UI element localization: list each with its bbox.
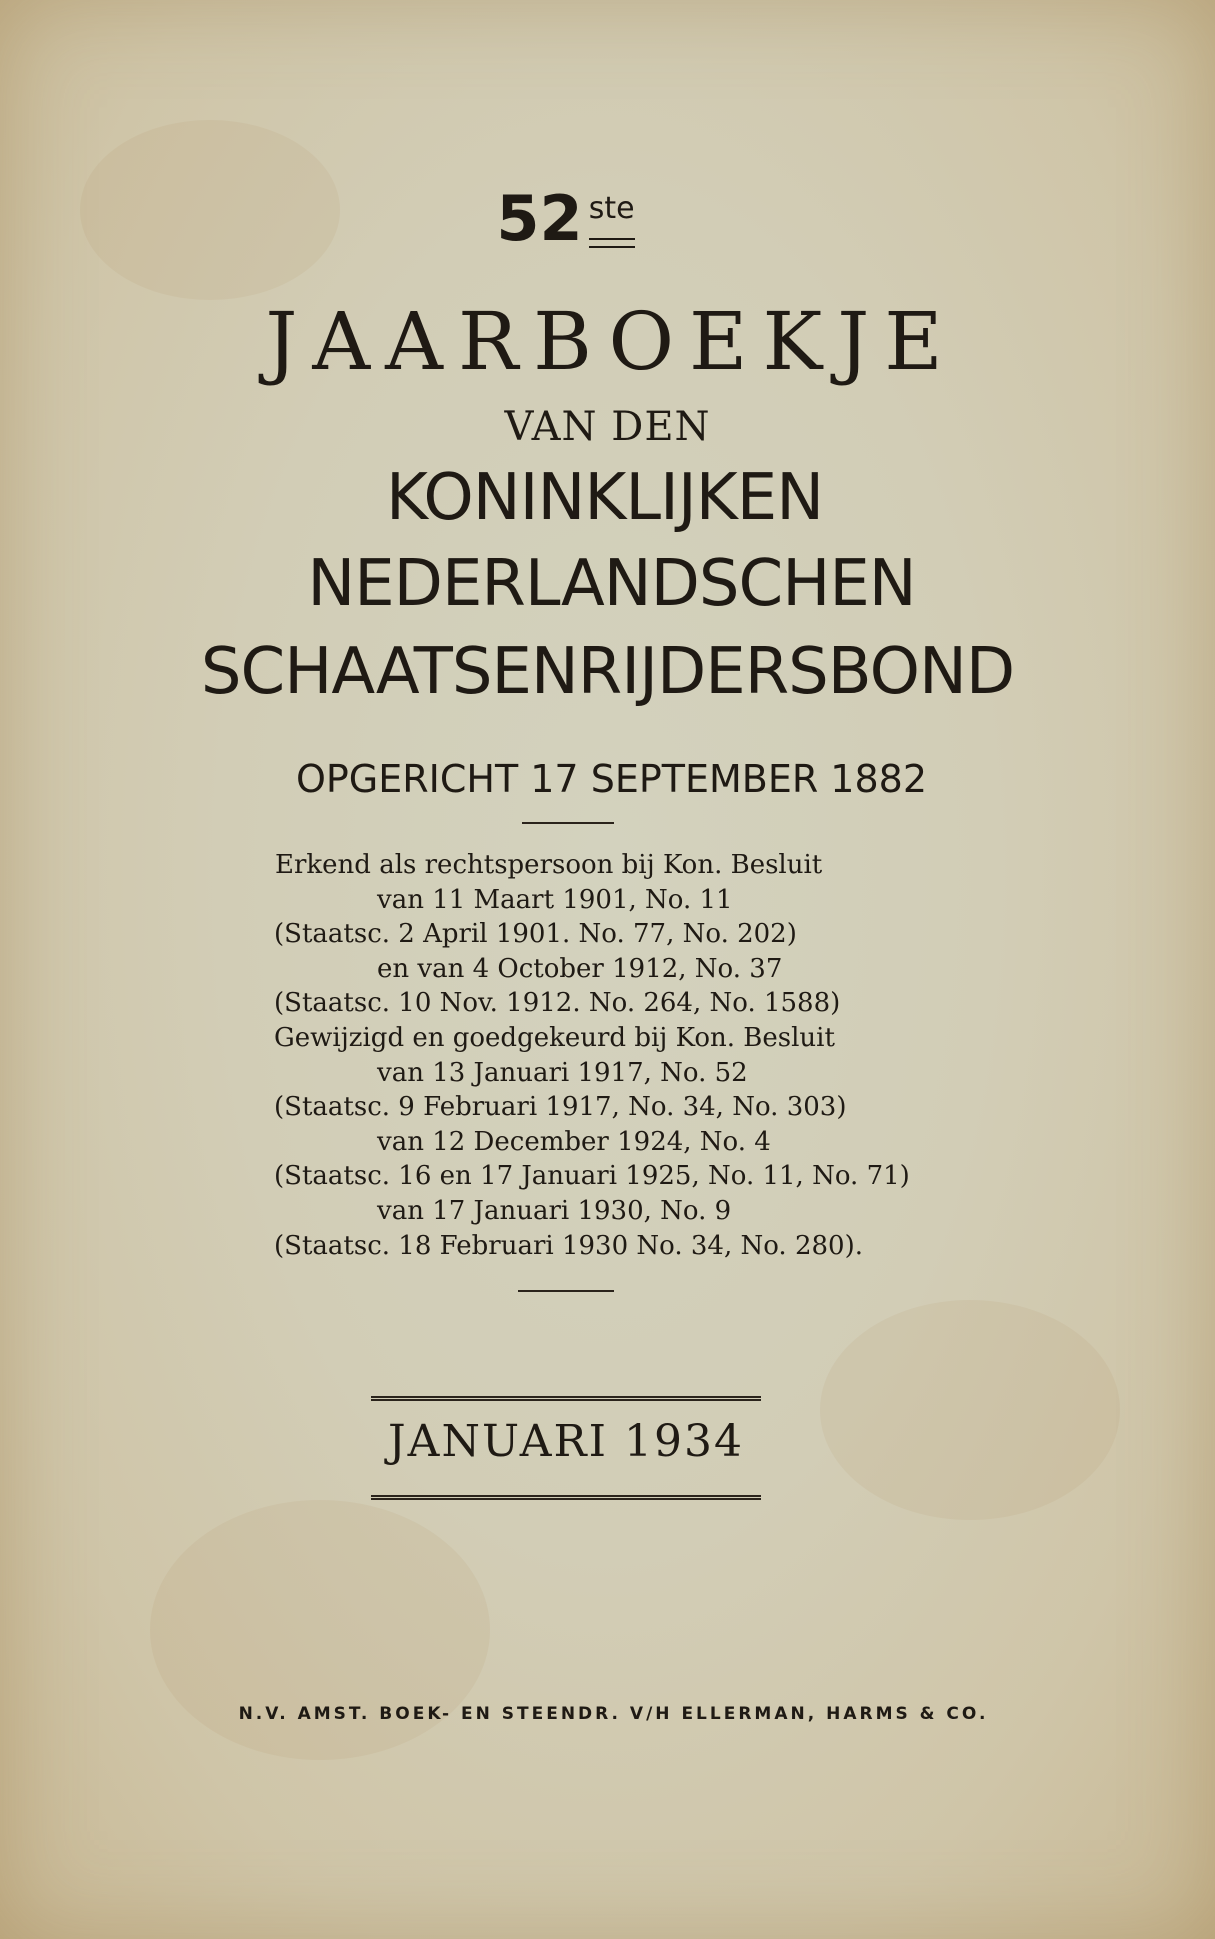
legal-line: (Staatsc. 2 April 1901. No. 77, No. 202) [274,919,797,950]
printer-imprint: N.V. AMST. BOEK- EN STEENDR. V/H ELLERMAN, HARMS & CO. [238,1704,989,1724]
divider [518,1290,614,1292]
legal-line: (Staatsc. 16 en 17 Januari 1925, No. 11, No. 71) [274,1161,910,1192]
edition-number: 52 [496,182,583,255]
legal-line: van 12 December 1924, No. 4 [377,1126,771,1157]
organization-line-2: NEDERLANDSCHEN [307,547,916,621]
page-title: JAARBOEKJE [265,295,958,388]
organization-line-1: KONINKLIJKEN [385,461,824,535]
legal-line: van 17 Januari 1930, No. 9 [377,1195,732,1226]
edition-label [0,182,1173,255]
edition-suffix: ste [588,191,635,226]
legal-line: (Staatsc. 18 Februari 1930 No. 34, No. 280). [274,1230,863,1261]
title-subline: VAN DEN [504,404,711,450]
publication-date-box [371,1396,761,1500]
publication-date: JANUARI 1934 [388,1416,744,1467]
legal-line: van 13 Januari 1917, No. 52 [377,1057,748,1088]
legal-line: van 11 Maart 1901, No. 11 [377,884,733,915]
organization-line-3: SCHAATSENRIJDERSBOND [200,635,1015,709]
legal-line: (Staatsc. 10 Nov. 1912. No. 264, No. 1588) [274,988,841,1019]
paper-stain [820,1300,1120,1520]
divider [522,822,614,824]
legal-line: (Staatsc. 9 Februari 1917, No. 34, No. 303) [274,1092,847,1123]
legal-line: Erkend als rechtspersoon bij Kon. Besluit [275,850,823,880]
founded-date: OPGERICHT 17 SEPTEMBER 1882 [295,757,928,801]
legal-notice [0,848,1215,1263]
legal-line: Gewijzigd en goedgekeurd bij Kon. Besluit [274,1022,835,1053]
legal-line: en van 4 October 1912, No. 37 [377,953,783,984]
